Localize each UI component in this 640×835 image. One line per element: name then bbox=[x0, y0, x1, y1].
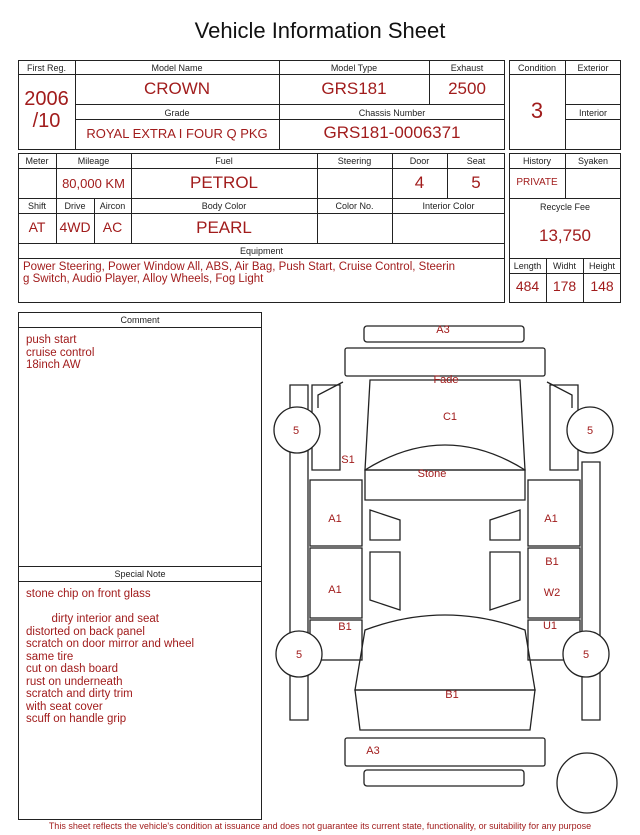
mark-hood-fade: Fade bbox=[433, 374, 459, 386]
equipment-line-2: g Switch, Audio Player, Alloy Wheels, Fog Light bbox=[23, 273, 264, 285]
door-value: 4 bbox=[414, 173, 425, 192]
exterior-label: Exterior bbox=[577, 63, 609, 73]
length-label: Length bbox=[513, 261, 542, 271]
recycle-fee-value: 13,750 bbox=[539, 226, 591, 245]
special-note-label: Special Note bbox=[114, 569, 166, 579]
length-value: 484 bbox=[515, 278, 540, 294]
body-color-label: Body Color bbox=[201, 201, 247, 211]
grade-value: ROYAL EXTRA I FOUR Q PKG bbox=[86, 126, 268, 141]
spare-wheel bbox=[557, 753, 617, 813]
model-type-value: GRS181 bbox=[321, 79, 387, 98]
first-reg-label: First Reg. bbox=[26, 63, 66, 73]
interior-label: Interior bbox=[578, 108, 607, 118]
disclaimer-footer: This sheet reflects the vehicle's condition at issuance and does not guarantee its current state, functionality, or suitability for any purpose bbox=[48, 821, 592, 831]
chassis-value: GRS181-0006371 bbox=[323, 123, 461, 142]
drive-value: 4WD bbox=[59, 219, 91, 235]
mark-right-rear-door-2: W2 bbox=[543, 587, 561, 599]
door-label: Door bbox=[409, 156, 430, 166]
shift-label: Shift bbox=[27, 201, 46, 211]
aircon-label: Aircon bbox=[99, 201, 126, 211]
equipment-label: Equipment bbox=[239, 246, 284, 256]
comment-text: push start cruise control 18inch AW bbox=[26, 334, 95, 371]
mark-right-rear-door-1: B1 bbox=[545, 556, 559, 568]
condition-value: 3 bbox=[530, 98, 544, 123]
mark-hood: C1 bbox=[442, 411, 458, 423]
mark-left-rear-door: A1 bbox=[328, 584, 342, 596]
width-label: Widht bbox=[552, 261, 576, 271]
mark-right-front-door: A1 bbox=[544, 513, 558, 525]
model-name-label: Model Name bbox=[151, 63, 203, 73]
drive-label: Drive bbox=[64, 201, 86, 211]
mark-left-fender: S1 bbox=[341, 454, 355, 466]
steering-label: Steering bbox=[337, 156, 372, 166]
model-name-value: CROWN bbox=[143, 79, 211, 98]
mark-trunk: B1 bbox=[445, 689, 459, 701]
mark-front-bumper: A3 bbox=[436, 324, 450, 336]
mark-right-rear-quarter: U1 bbox=[542, 620, 558, 632]
exhaust-value: 2500 bbox=[448, 79, 486, 98]
mark-left-rear-quarter: B1 bbox=[338, 621, 352, 633]
equipment-line-1: Power Steering, Power Window All, ABS, Air Bag, Push Start, Cruise Control, Steerin bbox=[23, 261, 456, 273]
first-reg-month: /10 bbox=[32, 110, 61, 132]
mileage-label: Mileage bbox=[77, 156, 110, 166]
page-title: Vehicle Information Sheet bbox=[194, 18, 446, 43]
width-value: 178 bbox=[552, 278, 577, 294]
aircon-value: AC bbox=[102, 219, 123, 235]
model-type-label: Model Type bbox=[330, 63, 378, 73]
height-value: 148 bbox=[590, 278, 614, 294]
recycle-fee-label: Recycle Fee bbox=[539, 202, 591, 212]
fuel-label: Fuel bbox=[215, 156, 233, 166]
seat-label: Seat bbox=[466, 156, 486, 166]
chassis-label: Chassis Number bbox=[358, 108, 426, 118]
mark-rear-bumper: A3 bbox=[366, 745, 380, 757]
history-value: PRIVATE bbox=[516, 177, 558, 188]
mark-wheel-rr: 5 bbox=[582, 649, 590, 661]
height-label: Height bbox=[588, 261, 615, 271]
car-damage-diagram bbox=[262, 318, 632, 818]
mileage-value: 80,000 KM bbox=[62, 176, 125, 191]
condition-label: Condition bbox=[517, 63, 557, 73]
interior-color-label: Interior Color bbox=[422, 201, 475, 211]
history-label: History bbox=[522, 156, 551, 166]
color-no-label: Color No. bbox=[335, 201, 374, 211]
meter-label: Meter bbox=[25, 156, 49, 166]
shift-value: AT bbox=[28, 219, 46, 235]
mark-roof: Stone bbox=[417, 468, 447, 480]
fuel-value: PETROL bbox=[189, 173, 259, 192]
exhaust-label: Exhaust bbox=[450, 63, 484, 73]
first-reg-year: 2006 bbox=[24, 88, 69, 110]
body-color-value: PEARL bbox=[196, 218, 252, 237]
seat-value: 5 bbox=[471, 173, 481, 192]
mark-wheel-fl: 5 bbox=[292, 425, 300, 437]
mark-wheel-fr: 5 bbox=[586, 425, 594, 437]
comment-label: Comment bbox=[120, 315, 160, 325]
grade-label: Grade bbox=[164, 108, 190, 118]
syaken-label: Syaken bbox=[577, 156, 609, 166]
special-note-text: stone chip on front glass dirty interior and seat distorted on back panel scratch on door mirror and wheel same tire cut on dash board rust on underneath scratch and dirty trim with seat cover scuff on handle grip bbox=[26, 588, 195, 725]
mark-wheel-rl: 5 bbox=[295, 649, 303, 661]
mark-left-front-door: A1 bbox=[328, 513, 342, 525]
